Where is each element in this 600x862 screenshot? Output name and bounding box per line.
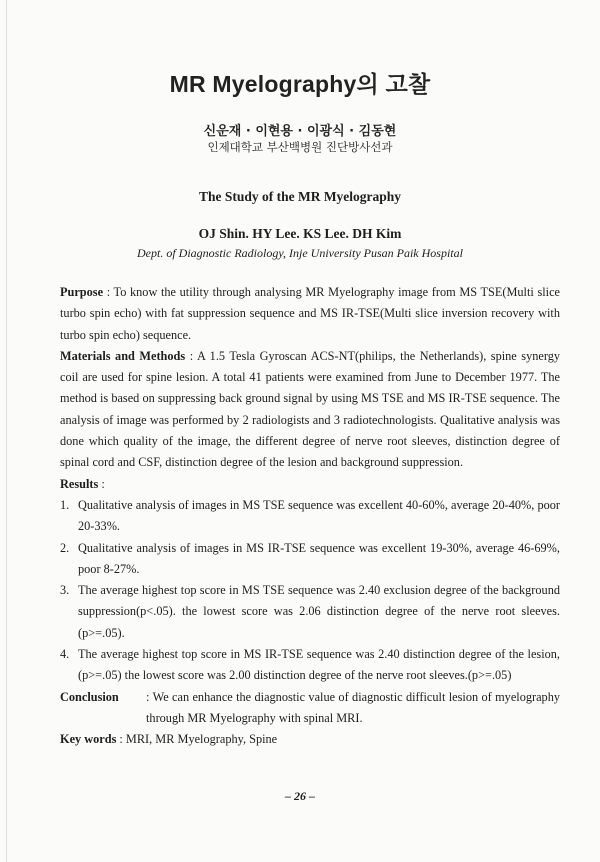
- english-title: The Study of the MR Myelography: [198, 189, 402, 204]
- purpose-label: Purpose: [60, 285, 104, 299]
- result-number: 2.: [60, 540, 70, 555]
- results-heading: [60, 474, 560, 495]
- conclusion-text: : We can enhance the diagnostic value of diagnostic difficult lesion of myelography through MR Myelography with spinal MRI.: [146, 689, 560, 725]
- english-authors: OJ Shin. HY Lee. KS Lee. DH Kim: [198, 226, 402, 241]
- korean-authors: 신운재 · 이현용 · 이광식 · 김동현: [203, 124, 397, 139]
- result-text: Qualitative analysis of images in MS IR-TSE sequence was excellent 19-30%, average 46-69%, poor 8-27%.: [78, 540, 560, 576]
- korean-affiliation: 인제대학교 부산백병원 진단방사선과: [207, 140, 393, 154]
- results-list: [60, 495, 560, 687]
- result-item: [60, 538, 560, 581]
- results-separator: :: [98, 476, 105, 491]
- abstract-body: [60, 282, 560, 751]
- methods-label: Materials and Methods: [60, 348, 186, 363]
- result-item: [60, 644, 560, 687]
- results-label: Results: [60, 476, 99, 491]
- keywords-text: : MRI, MR Myelography, Spine: [116, 732, 278, 747]
- korean-title: MR Myelography의 고찰: [169, 71, 431, 97]
- result-number: 1.: [60, 497, 70, 512]
- result-number: 3.: [60, 583, 70, 598]
- result-text: The average highest top score in MS IR-TSE sequence was 2.40 distinction degree of the lesion,(p>=.05) the lowest score was 2.00 distinction degree of the nerve root sleeves.(p>=.05): [78, 647, 560, 683]
- result-item: [60, 495, 560, 538]
- methods-paragraph: [60, 346, 560, 474]
- conclusion-label: Conclusion: [60, 689, 119, 704]
- result-text: Qualitative analysis of images in MS TSE sequence was excellent 40-60%, average 20-40%, poor 20-33%.: [78, 497, 560, 534]
- methods-text: : A 1.5 Tesla Gyroscan ACS-NT(philips, the Netherlands), spine synergy coil are used for spine lesion. A total 41 patients were examined from June to December 1977. The method is based on suppressing back ground signal by using MS TSE and MS IR-TSE sequence. The analysis of image was performed by 2 radiologists and 3 radiotechnologists. Qualitative analysis was done which quality of the image, the different degree of nerve root sleeves, distinction degree of spinal cord and CSF, distinction degree of the lesion and background suppression.: [60, 348, 560, 470]
- purpose-paragraph: [60, 282, 560, 346]
- result-number: 4.: [60, 647, 70, 662]
- keywords-paragraph: [60, 729, 560, 750]
- conclusion-paragraph: [60, 687, 560, 730]
- purpose-text: : To know the utility through analysing MR Myelography image from MS TSE(Multi slice turbo spin echo) with fat suppression sequence and MS IR-TSE(Multi slice inversion recovery with turbo spin echo) sequence.: [60, 285, 560, 342]
- english-department: Dept. of Diagnostic Radiology, Inje University Pusan Paik Hospital: [137, 246, 463, 260]
- result-text: The average highest top score in MS TSE sequence was 2.40 exclusion degree of the background suppression(p<.05). the lowest score was 2.06 distinction degree of the nerve root sleeves.(p>=.05).: [78, 583, 560, 640]
- page-number: – 26 –: [285, 789, 315, 803]
- keywords-label: Key words: [60, 732, 117, 747]
- result-item: [60, 580, 560, 644]
